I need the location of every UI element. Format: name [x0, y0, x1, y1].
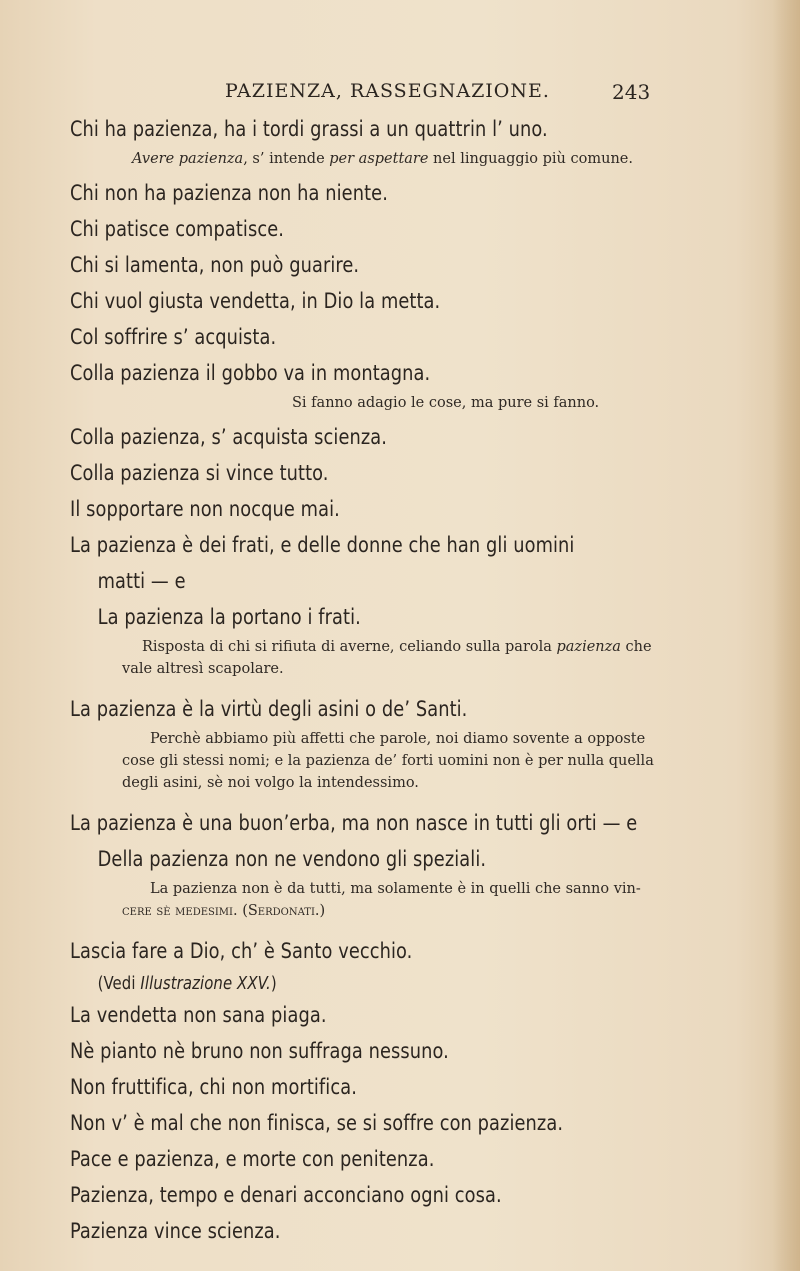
proverb: Colla pazienza si vince tutto. [70, 461, 329, 486]
proverb: Pace e pazienza, e morte con penitenza. [70, 1147, 435, 1172]
proverb: Chi si lamenta, non può guarire. [70, 253, 360, 278]
proverb: Colla pazienza, s’ acquista scienza. [70, 425, 388, 450]
page-edge-shadow [772, 0, 800, 1271]
proverb: Non fruttifica, chi non mortifica. [70, 1075, 357, 1100]
page-header [0, 80, 800, 110]
proverb: Colla pazienza il gobbo va in montagna. [70, 361, 431, 386]
proverb: Chi non ha pazienza non ha niente. [70, 181, 388, 206]
note-continuation: vale altresì scapolare. [122, 661, 284, 677]
note-continuation: degli asini, sè noi volgo la intendessimo. [122, 775, 419, 791]
proverb-continuation: Della pazienza non ne vendono gli speziali. [97, 847, 487, 872]
proverb: Lascia fare a Dio, ch’ è Santo vecchio. [70, 939, 413, 964]
proverb: La vendetta non sana piaga. [70, 1003, 327, 1028]
note: Avere pazienza, s’ intende per aspettare nel linguaggio più comune. [132, 151, 633, 167]
note: La pazienza non è da tutti, ma solamente è in quelli che sanno vin- [150, 881, 641, 897]
proverb: Col soffrire s’ acquista. [70, 325, 277, 350]
proverb: Non v’ è mal che non finisca, se si soffre con pazienza. [70, 1111, 564, 1136]
note: Perchè abbiamo più affetti che parole, noi diamo sovente a opposte [150, 731, 646, 747]
proverb-continuation: matti — e [97, 569, 186, 594]
cross-reference: (Vedi Illustrazione XXV.) [97, 973, 277, 994]
proverb: Chi ha pazienza, ha i tordi grassi a un quattrin l’ uno. [70, 117, 548, 142]
proverb-list [70, 112, 680, 1250]
page-number: 243 [612, 80, 651, 104]
note-continuation: cere sè medesimi. (Serdonati.) [122, 903, 326, 919]
proverb: La pazienza è la virtù degli asini o de’ Santi. [70, 697, 468, 722]
proverb-continuation: La pazienza la portano i frati. [97, 605, 361, 630]
proverb: Chi patisce compatisce. [70, 217, 285, 242]
note: Si fanno adagio le cose, ma pure si fanno. [292, 395, 600, 411]
proverb: Nè pianto nè bruno non suffraga nessuno. [70, 1039, 449, 1064]
proverb: La pazienza è dei frati, e delle donne che han gli uomini [70, 533, 575, 558]
running-head: PAZIENZA, RASSEGNAZIONE. [225, 80, 550, 102]
note: Risposta di chi si rifiuta di averne, celiando sulla parola pazienza che [142, 639, 652, 655]
proverb: Pazienza vince scienza. [70, 1219, 281, 1244]
proverb: Chi vuol giusta vendetta, in Dio la metta. [70, 289, 441, 314]
proverb: La pazienza è una buon’erba, ma non nasce in tutti gli orti — e [70, 811, 638, 836]
proverb: Pazienza, tempo e denari acconciano ogni cosa. [70, 1183, 502, 1208]
note-continuation: cose gli stessi nomi; e la pazienza de’ forti uomini non è per nulla quella [122, 753, 654, 769]
proverb: Il sopportare non nocque mai. [70, 497, 340, 522]
